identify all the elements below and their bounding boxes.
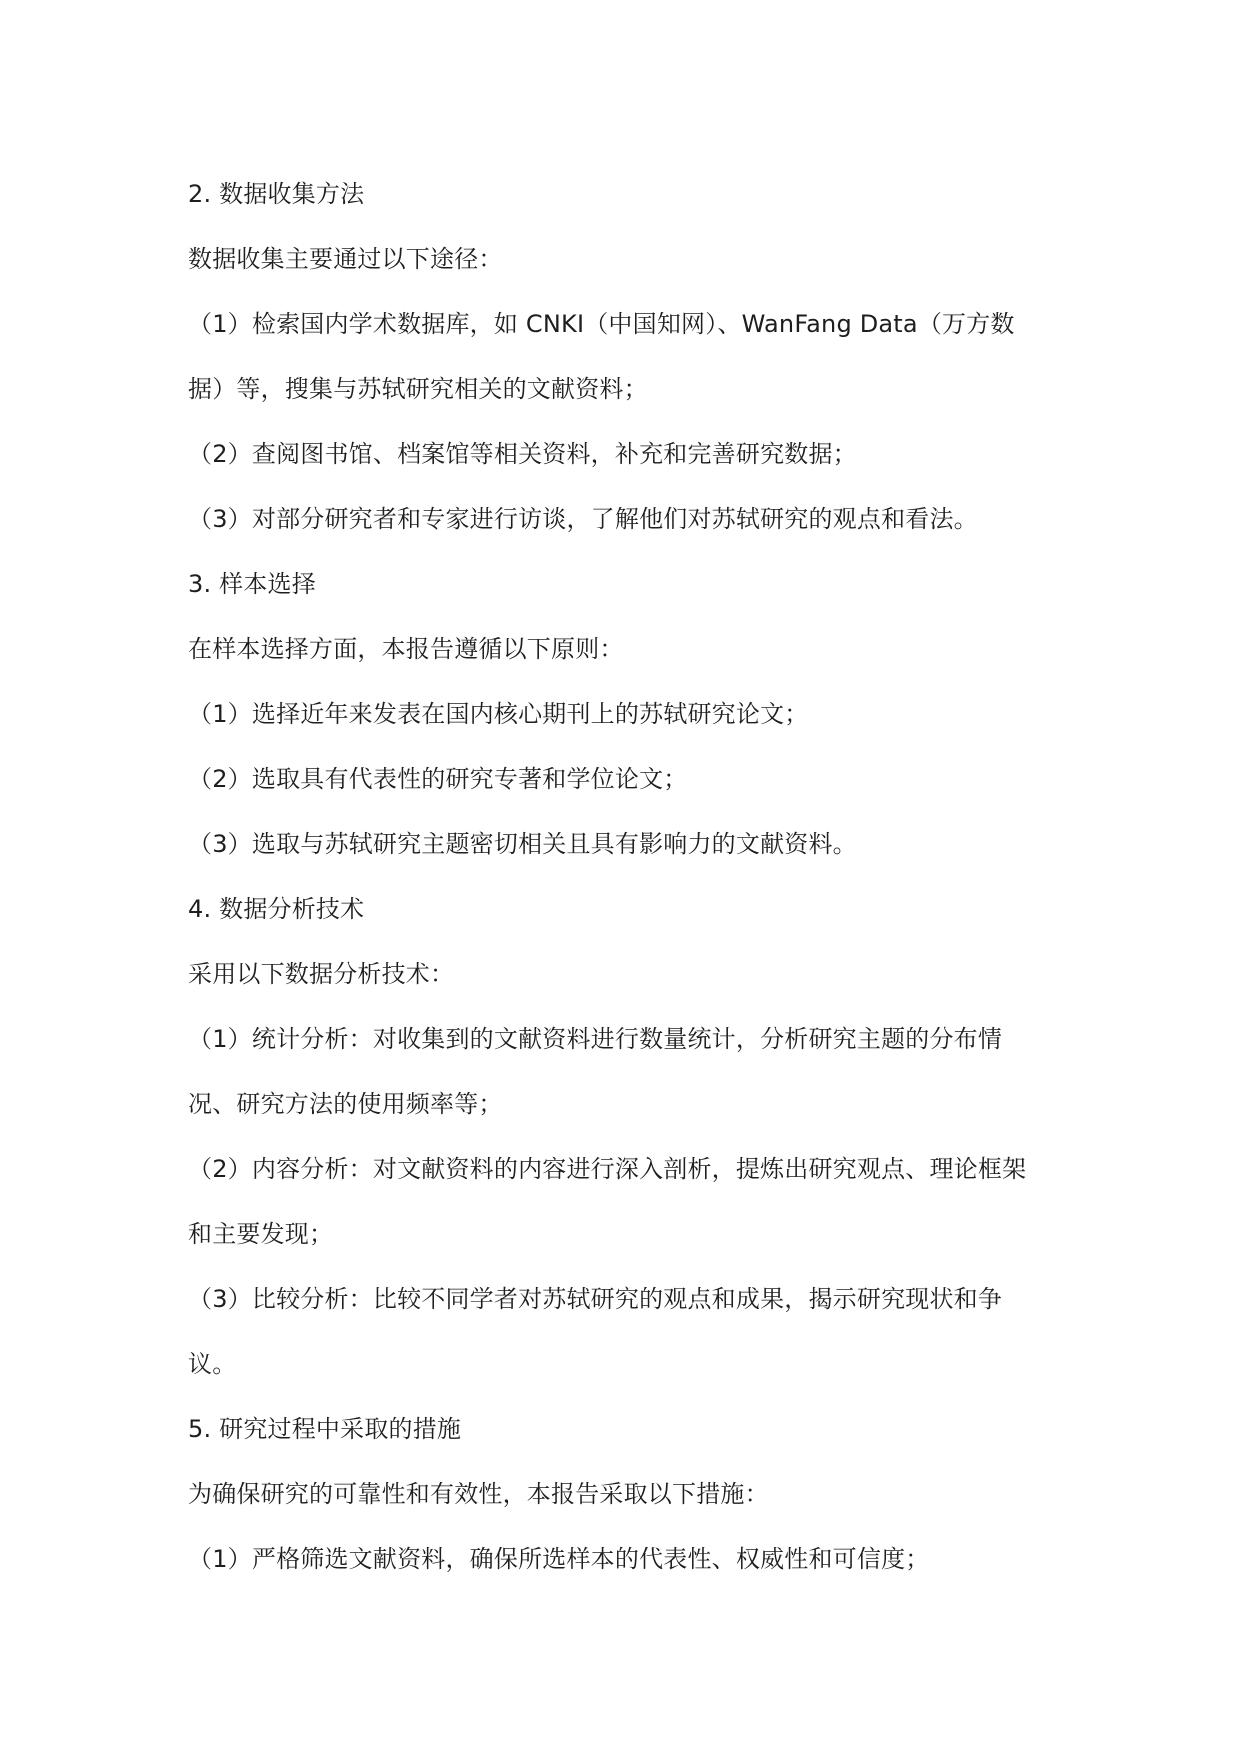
paragraph-line: 在样本选择方面，本报告遵循以下原则： [188,635,624,663]
list-item-line: （3）比较分析：比较不同学者对苏轼研究的观点和成果，揭示研究现状和争 [188,1285,1003,1313]
list-item-line: （1）统计分析：对收集到的文献资料进行数量统计，分析研究主题的分布情 [188,1025,1003,1053]
paragraph-line: 为确保研究的可靠性和有效性，本报告采取以下措施： [188,1480,769,1508]
list-item-line: （1）检索国内学术数据库，如 CNKI（中国知网）、WanFang Data（万方数 [188,310,1015,338]
list-item-line: （1）严格筛选文献资料，确保所选样本的代表性、权威性和可信度； [188,1545,930,1573]
list-item-line: （3）对部分研究者和专家进行访谈，了解他们对苏轼研究的观点和看法。 [188,505,978,533]
section-heading-research-measures: 5. 研究过程中采取的措施 [188,1415,462,1443]
paragraph-line: 数据收集主要通过以下途径： [188,245,503,273]
list-item-line: （2）选取具有代表性的研究专著和学位论文； [188,765,688,793]
list-item-line: （3）选取与苏轼研究主题密切相关且具有影响力的文献资料。 [188,830,857,858]
document-body [188,162,1068,1592]
list-item-line: （2）内容分析：对文献资料的内容进行深入剖析，提炼出研究观点、理论框架 [188,1155,1027,1183]
section-heading-data-collection: 2. 数据收集方法 [188,180,365,208]
list-item-line: 况、研究方法的使用频率等； [188,1090,503,1118]
list-item-line: （2）查阅图书馆、档案馆等相关资料，补充和完善研究数据； [188,440,857,468]
list-item-line: 和主要发现； [188,1220,334,1248]
paragraph-line: 采用以下数据分析技术： [188,960,455,988]
list-item-line: 议。 [188,1350,237,1378]
list-item-line: （1）选择近年来发表在国内核心期刊上的苏轼研究论文； [188,700,809,728]
list-item-line: 据）等，搜集与苏轼研究相关的文献资料； [188,375,648,403]
section-heading-sample-selection: 3. 样本选择 [188,570,316,598]
section-heading-data-analysis: 4. 数据分析技术 [188,895,365,923]
